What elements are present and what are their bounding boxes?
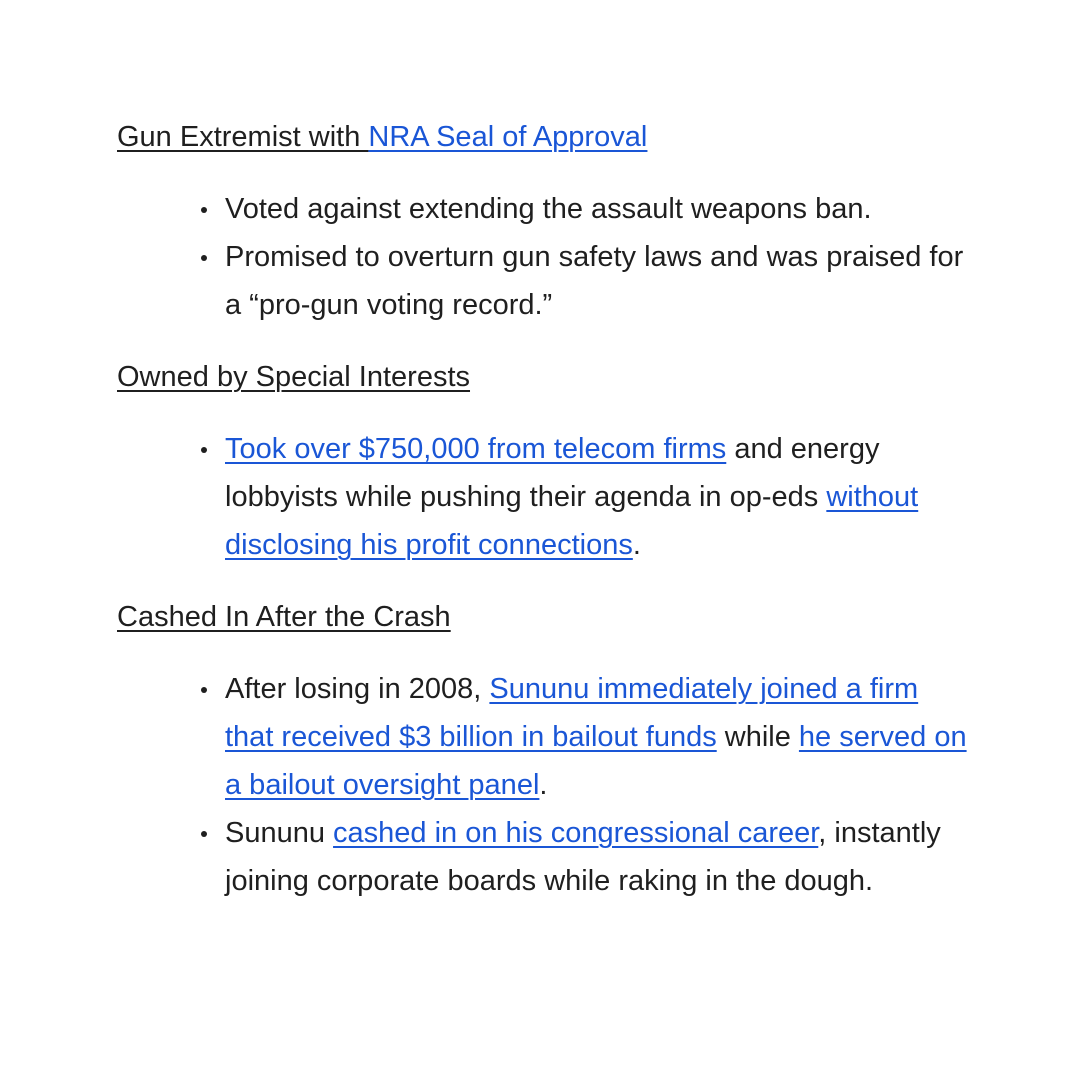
oversight-panel-link[interactable]: he served on a bailout oversight panel	[225, 721, 967, 801]
heading-text: Gun Extremist with	[117, 121, 369, 153]
heading-text: Owned by Special Interests	[117, 361, 471, 393]
bullet-icon	[201, 831, 207, 837]
bullet-icon	[201, 687, 207, 693]
bullet-list	[117, 665, 967, 905]
heading-text: Cashed In After the Crash	[117, 601, 451, 633]
congressional-career-link[interactable]: cashed in on his congressional career	[333, 817, 819, 849]
document-body	[117, 113, 967, 929]
list-item	[225, 233, 967, 329]
bullet-text: and energy lobbyists while pushing their agenda in op-eds	[225, 433, 880, 513]
telecom-firms-link[interactable]: Took over $750,000 from telecom firms	[225, 433, 727, 465]
bullet-text: .	[539, 769, 548, 801]
bullet-list	[117, 425, 967, 569]
bullet-icon	[201, 207, 207, 213]
list-item	[225, 425, 967, 569]
section-heading-cashed-in	[117, 593, 967, 641]
bullet-text: After losing in 2008,	[225, 673, 490, 705]
bullet-text: Sununu	[225, 817, 334, 849]
bullet-list	[117, 185, 967, 329]
bailout-funds-link[interactable]: Sununu immediately joined a firm that received $3 billion in bailout funds	[225, 673, 919, 753]
list-item	[225, 809, 967, 905]
section-heading-gun-extremist	[117, 113, 967, 161]
profit-connections-link[interactable]: without disclosing his profit connections	[225, 481, 919, 561]
bullet-text: while	[716, 721, 799, 753]
list-item	[225, 665, 967, 809]
bullet-text: Promised to overturn gun safety laws and was praised for a “pro-gun voting record.”	[225, 241, 964, 321]
section-heading-special-interests	[117, 353, 967, 401]
bullet-text: , instantly joining corporate boards while raking in the dough.	[225, 817, 941, 897]
list-item	[225, 185, 967, 233]
bullet-text: Voted against extending the assault weapons ban.	[225, 193, 872, 225]
bullet-icon	[201, 255, 207, 261]
bullet-icon	[201, 447, 207, 453]
nra-seal-link[interactable]: NRA Seal of Approval	[368, 121, 648, 153]
bullet-text: .	[632, 529, 641, 561]
